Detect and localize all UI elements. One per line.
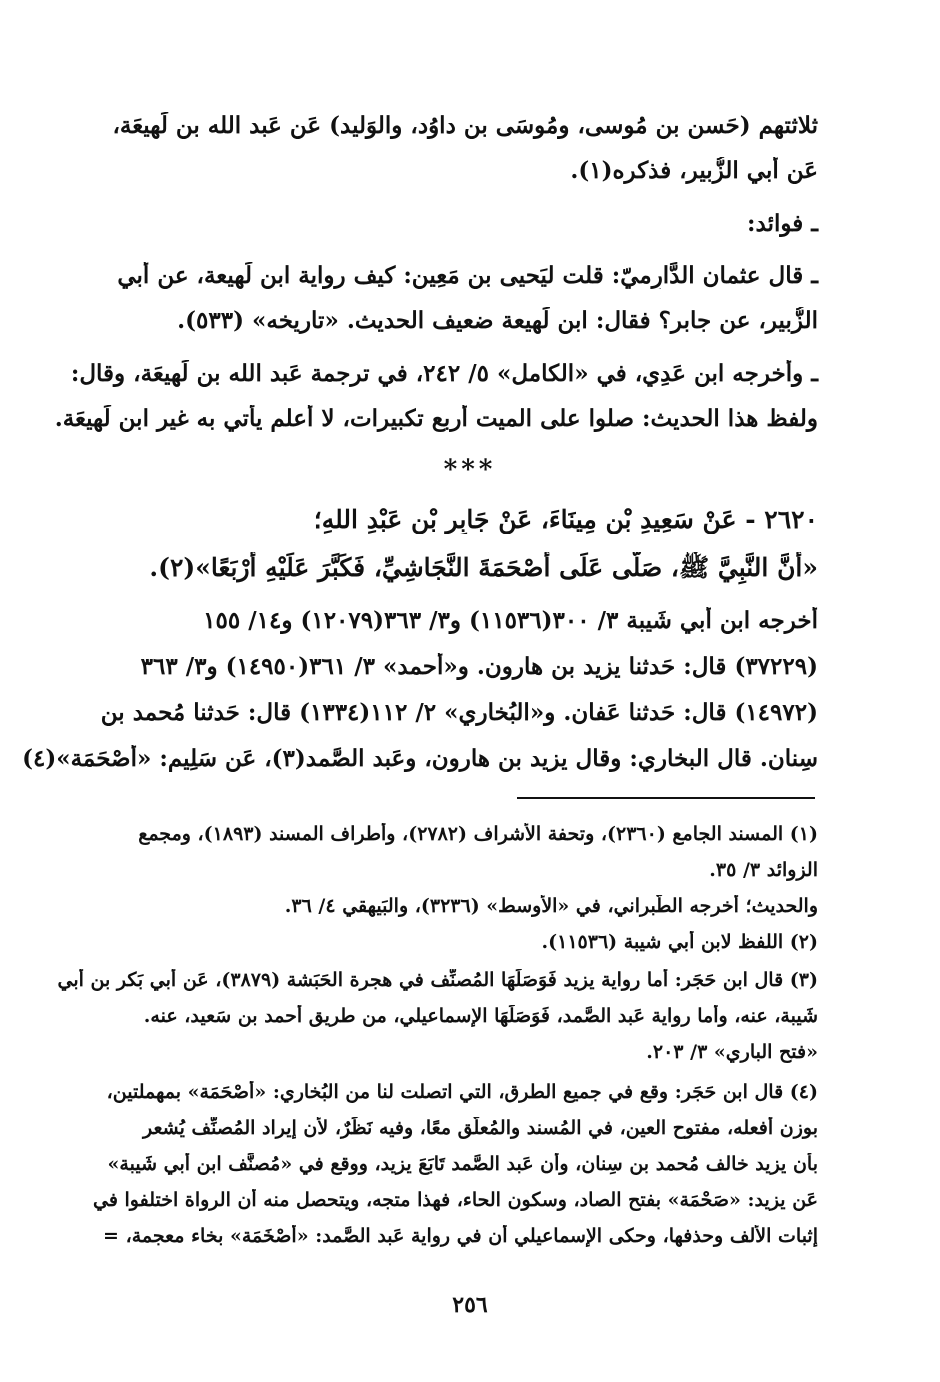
footnote-line: عَن يزيد: «صَحْمَة» بفتح الصاد، وسكون الحاء، فهذا متجه، ويتحصل منه أن الرواة اختلفوا في: [92, 1189, 818, 1211]
body-line: الزُّبير، عن جابر؟ فقال: ابن لَهِيعة ضعيف الحديث. «تاريخه» (٥٣٣).: [177, 307, 818, 334]
footnote-line: بوزن أَفعله، مفتوح العين، في المُسند والمُعلَّق معًا، وفيه نَظَرٌ، لأن إيراد المُصنِّف يُشعر: [142, 1117, 818, 1139]
page-number: ٢٥٦: [452, 1292, 488, 1318]
footnote-line: إثبات الألف وحذفها، وحكى الإِسماعيلي أن في رواية عَبد الصَّمد: «أَصْخَمَة» بخاء معجمة، =: [103, 1225, 818, 1247]
footnote-line: الزوائد ٣/ ٣٥.: [709, 859, 818, 881]
footnote-line: شَيبة، عنه، وأما رواية عَبد الصَّمد، فَوَصَلَهَا الإِسماعيلي، من طريق أَحمد بن سَعيد، عنه.: [143, 1005, 818, 1027]
footnote-line: والحديث؛ أَخرجه الطَّبراني، في «الأوسط» (٣٢٣٦)، والبَيهقي ٤/ ٣٦.: [284, 895, 818, 917]
fawaid-heading: ـ فوائد:: [747, 210, 818, 237]
footnote-line: (١) المسند الجامع (٢٣٦٠)، وتحفة الأشراف (٢٧٨٢)، وأَطراف المسند (١٨٩٣)، ومجمع: [138, 823, 818, 845]
section-separator: ***: [443, 455, 497, 485]
body-line: ـ قال عثمان الدَّارِميّ: قلت ليَحيى بن مَعِين: كيف رواية ابن لَهِيعة، عن أَبي: [117, 262, 818, 289]
takhrij-line: سِنان. قال البخاري: وقال يزيد بن هارون، وعَبد الصَّمد(٣)، عَن سَلِيم: «أَصْحَمَة»(٤): [22, 745, 818, 772]
body-line: ثلاثتهم (حَسن بن مُوسى، ومُوسَى بن داوُد، والوَليد) عَن عَبد الله بن لَهِيعَة،: [112, 112, 818, 139]
footnote-line: (٣) قال ابن حَجَر: أَما رواية يزيد فَوَصَلَهَا المُصنِّف في هجرة الحَبَشة (٣٨٧٩)، عَن أَبي بَكر بن أَبي: [57, 969, 818, 991]
body-line: ولفظ هذا الحديث: صلوا على الميت أَربع تكبيرات، لا أَعلم يأتي به غير ابن لَهِيعَة.: [54, 405, 818, 432]
hadith-matn: «أَنَّ النَّبِيَّ ﷺ، صَلَّى عَلَى أَصْحَمَةَ النَّجَاشِيِّ، فَكَبَّرَ عَلَيْهِ أَرْبَعًا»(٢).: [149, 553, 818, 582]
body-line: عَن أَبي الزُّبير، فذكره(١).: [570, 157, 818, 184]
hadith-isnad: ٢٦٢٠ - عَنْ سَعِيدِ بْنِ مِينَاءَ، عَنْ جَابِرِ بْنِ عَبْدِ اللهِ؛: [313, 505, 818, 534]
footnote-line: بأن يزيد خالف مُحمد بن سِنان، وأن عَبد الصَّمد تَابَعَ يزيد، ووقع في «مُصنَّف ابن أَبي شَيبة»: [107, 1153, 818, 1175]
takhrij-line: (١٤٩٧٢) قال: حَدثنا عَفان. و«البُخاري» ٢/ ١١٢(١٣٣٤) قال: حَدثنا مُحمد بن: [100, 699, 818, 726]
takhrij-line: أخرجه ابن أَبي شَيبة ٣/ ٣٠٠(١١٥٣٦) و٣/ ٣٦٣(١٢٠٧٩) و١٤/ ١٥٥: [203, 607, 818, 634]
footnote-line: (٢) اللفظ لابن أَبي شيبة (١١٥٣٦).: [541, 931, 818, 953]
footnote-divider: [517, 797, 815, 799]
footnote-line: (٤) قال ابن حَجَر: وقع في جميع الطرق، التي اتصلت لنا من البُخاري: «أَصْحَمَة» بمهملتين،: [106, 1081, 818, 1103]
body-line: ـ وأخرجه ابن عَدِي، في «الكامل» ٥/ ٢٤٢، في ترجمة عَبد الله بن لَهِيعَة، وقال:: [70, 360, 818, 387]
takhrij-line: (٣٧٢٢٩) قال: حَدثنا يزيد بن هارون. و«أَحمد» ٣/ ٣٦١(١٤٩٥٠) و٣/ ٣٦٣: [140, 653, 818, 680]
footnote-line: «فتح الباري» ٣/ ٢٠٣.: [646, 1041, 818, 1063]
